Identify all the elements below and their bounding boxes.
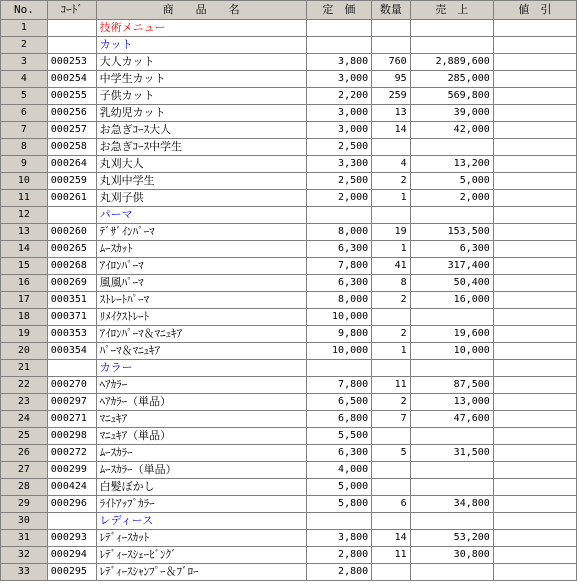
product-name-cell[interactable]: ﾏﾆｭｷｱ（単品） bbox=[96, 428, 306, 445]
code-cell[interactable]: 000268 bbox=[47, 258, 96, 275]
table-row bbox=[1, 547, 577, 564]
row-number-cell[interactable]: 12 bbox=[1, 207, 48, 224]
product-name-cell[interactable]: 中学生カット bbox=[96, 71, 306, 88]
quantity-cell[interactable] bbox=[372, 428, 410, 445]
code-cell[interactable]: 000354 bbox=[47, 343, 96, 360]
sales-cell[interactable]: 50,400 bbox=[410, 275, 493, 292]
code-cell[interactable]: 000256 bbox=[47, 105, 96, 122]
row-number-cell[interactable]: 1 bbox=[1, 20, 48, 37]
product-name-cell[interactable]: ｱｲﾛﾝﾊﾟｰﾏ＆ﾏﾆｭｷｱ bbox=[96, 326, 306, 343]
table-row bbox=[1, 224, 577, 241]
quantity-cell[interactable]: 6 bbox=[372, 496, 410, 513]
price-cell[interactable]: 2,000 bbox=[306, 190, 372, 207]
price-cell[interactable]: 8,000 bbox=[306, 224, 372, 241]
table-row bbox=[1, 156, 577, 173]
price-cell[interactable] bbox=[306, 360, 372, 377]
discount-cell[interactable] bbox=[493, 394, 576, 411]
row-number-cell[interactable]: 20 bbox=[1, 343, 48, 360]
header-quantity[interactable]: 数量 bbox=[372, 1, 410, 20]
price-cell[interactable]: 6,800 bbox=[306, 411, 372, 428]
price-cell[interactable]: 2,200 bbox=[306, 88, 372, 105]
sales-cell[interactable] bbox=[410, 20, 493, 37]
sales-cell[interactable] bbox=[410, 513, 493, 530]
sales-cell[interactable] bbox=[410, 428, 493, 445]
table-row bbox=[1, 71, 577, 88]
quantity-cell[interactable] bbox=[372, 479, 410, 496]
code-cell[interactable] bbox=[47, 513, 96, 530]
sales-cell[interactable]: 39,000 bbox=[410, 105, 493, 122]
code-cell[interactable]: 000371 bbox=[47, 309, 96, 326]
category-row bbox=[1, 37, 577, 54]
price-cell[interactable]: 3,000 bbox=[306, 122, 372, 139]
price-cell[interactable] bbox=[306, 37, 372, 54]
code-cell[interactable]: 000294 bbox=[47, 547, 96, 564]
price-cell[interactable]: 3,300 bbox=[306, 156, 372, 173]
code-cell[interactable]: 000353 bbox=[47, 326, 96, 343]
row-number-cell[interactable]: 15 bbox=[1, 258, 48, 275]
product-name-cell[interactable]: 大人カット bbox=[96, 54, 306, 71]
row-number-cell[interactable]: 7 bbox=[1, 122, 48, 139]
product-name-cell[interactable]: お急ぎｺｰｽ中学生 bbox=[96, 139, 306, 156]
quantity-cell[interactable] bbox=[372, 513, 410, 530]
quantity-cell[interactable]: 41 bbox=[372, 258, 410, 275]
code-cell[interactable]: 000297 bbox=[47, 394, 96, 411]
product-name-cell[interactable]: 乳幼児カット bbox=[96, 105, 306, 122]
sales-cell[interactable]: 10,000 bbox=[410, 343, 493, 360]
code-cell[interactable] bbox=[47, 20, 96, 37]
table-row bbox=[1, 105, 577, 122]
code-cell[interactable]: 000424 bbox=[47, 479, 96, 496]
row-number-cell[interactable]: 5 bbox=[1, 88, 48, 105]
discount-cell[interactable] bbox=[493, 241, 576, 258]
category-label[interactable]: カラー bbox=[96, 360, 306, 377]
discount-cell[interactable] bbox=[493, 139, 576, 156]
sales-cell[interactable]: 2,000 bbox=[410, 190, 493, 207]
table-row bbox=[1, 275, 577, 292]
header-code[interactable]: ｺｰﾄﾞ bbox=[47, 1, 96, 20]
category-label[interactable]: レディース bbox=[96, 513, 306, 530]
table-row bbox=[1, 394, 577, 411]
discount-cell[interactable] bbox=[493, 309, 576, 326]
sales-cell[interactable]: 153,500 bbox=[410, 224, 493, 241]
discount-cell[interactable] bbox=[493, 377, 576, 394]
row-number-cell[interactable]: 27 bbox=[1, 462, 48, 479]
header-discount[interactable]: 値 引 bbox=[493, 1, 576, 20]
price-cell[interactable]: 2,800 bbox=[306, 547, 372, 564]
sales-cell[interactable]: 34,800 bbox=[410, 496, 493, 513]
discount-cell[interactable] bbox=[493, 54, 576, 71]
price-cell[interactable]: 10,000 bbox=[306, 343, 372, 360]
quantity-cell[interactable]: 13 bbox=[372, 105, 410, 122]
quantity-cell[interactable]: 11 bbox=[372, 547, 410, 564]
product-name-cell[interactable]: 丸刈子供 bbox=[96, 190, 306, 207]
discount-cell[interactable] bbox=[493, 292, 576, 309]
row-number-cell[interactable]: 4 bbox=[1, 71, 48, 88]
discount-cell[interactable] bbox=[493, 122, 576, 139]
quantity-cell[interactable] bbox=[372, 462, 410, 479]
code-cell[interactable]: 000299 bbox=[47, 462, 96, 479]
price-cell[interactable]: 5,500 bbox=[306, 428, 372, 445]
product-name-cell[interactable]: ﾍｱｶﾗｰ（単品） bbox=[96, 394, 306, 411]
sales-cell[interactable]: 2,889,600 bbox=[410, 54, 493, 71]
price-cell[interactable]: 6,300 bbox=[306, 275, 372, 292]
quantity-cell[interactable] bbox=[372, 309, 410, 326]
price-cell[interactable]: 7,800 bbox=[306, 258, 372, 275]
discount-cell[interactable] bbox=[493, 547, 576, 564]
product-name-cell[interactable]: 白髪ぼかし bbox=[96, 479, 306, 496]
code-cell[interactable]: 000272 bbox=[47, 445, 96, 462]
row-number-cell[interactable]: 21 bbox=[1, 360, 48, 377]
quantity-cell[interactable]: 259 bbox=[372, 88, 410, 105]
code-cell[interactable]: 000298 bbox=[47, 428, 96, 445]
product-name-cell[interactable]: ﾊﾟｰﾏ＆ﾏﾆｭｷｱ bbox=[96, 343, 306, 360]
discount-cell[interactable] bbox=[493, 224, 576, 241]
row-number-cell[interactable]: 33 bbox=[1, 564, 48, 581]
sales-cell[interactable]: 87,500 bbox=[410, 377, 493, 394]
row-number-cell[interactable]: 30 bbox=[1, 513, 48, 530]
code-cell[interactable]: 000254 bbox=[47, 71, 96, 88]
sales-cell[interactable] bbox=[410, 37, 493, 54]
row-number-cell[interactable]: 18 bbox=[1, 309, 48, 326]
sales-cell[interactable]: 317,400 bbox=[410, 258, 493, 275]
product-name-cell[interactable]: ｽﾄﾚｰﾄﾊﾟｰﾏ bbox=[96, 292, 306, 309]
code-cell[interactable]: 000258 bbox=[47, 139, 96, 156]
discount-cell[interactable] bbox=[493, 207, 576, 224]
discount-cell[interactable] bbox=[493, 530, 576, 547]
table-row bbox=[1, 122, 577, 139]
price-cell[interactable]: 3,800 bbox=[306, 54, 372, 71]
quantity-cell[interactable] bbox=[372, 20, 410, 37]
category-row bbox=[1, 513, 577, 530]
code-cell[interactable]: 000351 bbox=[47, 292, 96, 309]
discount-cell[interactable] bbox=[493, 37, 576, 54]
price-cell[interactable]: 3,800 bbox=[306, 530, 372, 547]
price-cell[interactable]: 7,800 bbox=[306, 377, 372, 394]
row-number-cell[interactable]: 6 bbox=[1, 105, 48, 122]
table-row bbox=[1, 258, 577, 275]
code-cell[interactable]: 000259 bbox=[47, 173, 96, 190]
code-cell[interactable]: 000295 bbox=[47, 564, 96, 581]
sales-cell[interactable]: 5,000 bbox=[410, 173, 493, 190]
category-row bbox=[1, 20, 577, 37]
sales-cell[interactable]: 31,500 bbox=[410, 445, 493, 462]
quantity-cell[interactable]: 14 bbox=[372, 530, 410, 547]
price-cell[interactable]: 5,000 bbox=[306, 479, 372, 496]
discount-cell[interactable] bbox=[493, 258, 576, 275]
quantity-cell[interactable] bbox=[372, 139, 410, 156]
header-sales[interactable]: 売 上 bbox=[410, 1, 493, 20]
discount-cell[interactable] bbox=[493, 71, 576, 88]
sales-cell[interactable] bbox=[410, 564, 493, 581]
quantity-cell[interactable]: 1 bbox=[372, 343, 410, 360]
product-name-cell[interactable]: ﾑｰｽｶﾗｰ bbox=[96, 445, 306, 462]
sales-cell[interactable]: 6,300 bbox=[410, 241, 493, 258]
row-number-cell[interactable]: 23 bbox=[1, 394, 48, 411]
table-row bbox=[1, 190, 577, 207]
discount-cell[interactable] bbox=[493, 564, 576, 581]
discount-cell[interactable] bbox=[493, 190, 576, 207]
header-row bbox=[1, 1, 577, 20]
row-number-cell[interactable]: 28 bbox=[1, 479, 48, 496]
discount-cell[interactable] bbox=[493, 105, 576, 122]
sales-cell[interactable]: 16,000 bbox=[410, 292, 493, 309]
code-cell[interactable]: 000269 bbox=[47, 275, 96, 292]
product-name-cell[interactable]: 風風ﾊﾟｰﾏ bbox=[96, 275, 306, 292]
discount-cell[interactable] bbox=[493, 479, 576, 496]
product-name-cell[interactable]: ﾚﾃﾞｨｰｽｼｬﾝﾌﾟｰ＆ﾌﾞﾛｰ bbox=[96, 564, 306, 581]
table-row bbox=[1, 292, 577, 309]
code-cell[interactable]: 000261 bbox=[47, 190, 96, 207]
row-number-cell[interactable]: 24 bbox=[1, 411, 48, 428]
category-label[interactable]: カット bbox=[96, 37, 306, 54]
discount-cell[interactable] bbox=[493, 275, 576, 292]
discount-cell[interactable] bbox=[493, 326, 576, 343]
table-row bbox=[1, 173, 577, 190]
row-number-cell[interactable]: 10 bbox=[1, 173, 48, 190]
price-cell[interactable]: 4,000 bbox=[306, 462, 372, 479]
code-cell[interactable] bbox=[47, 37, 96, 54]
table-row bbox=[1, 462, 577, 479]
row-number-cell[interactable]: 22 bbox=[1, 377, 48, 394]
sales-cell[interactable] bbox=[410, 309, 493, 326]
row-number-cell[interactable]: 17 bbox=[1, 292, 48, 309]
product-name-cell[interactable]: ﾏﾆｭｷｱ bbox=[96, 411, 306, 428]
price-cell[interactable]: 2,500 bbox=[306, 139, 372, 156]
quantity-cell[interactable]: 760 bbox=[372, 54, 410, 71]
price-cell[interactable] bbox=[306, 20, 372, 37]
sales-cell[interactable]: 569,800 bbox=[410, 88, 493, 105]
table-row bbox=[1, 479, 577, 496]
quantity-cell[interactable] bbox=[372, 37, 410, 54]
code-cell[interactable]: 000257 bbox=[47, 122, 96, 139]
discount-cell[interactable] bbox=[493, 513, 576, 530]
row-number-cell[interactable]: 25 bbox=[1, 428, 48, 445]
discount-cell[interactable] bbox=[493, 156, 576, 173]
table-row bbox=[1, 54, 577, 71]
code-cell[interactable]: 000264 bbox=[47, 156, 96, 173]
price-cell[interactable] bbox=[306, 513, 372, 530]
header-price[interactable]: 定 価 bbox=[306, 1, 372, 20]
price-cell[interactable]: 3,000 bbox=[306, 71, 372, 88]
discount-cell[interactable] bbox=[493, 462, 576, 479]
sales-cell[interactable]: 42,000 bbox=[410, 122, 493, 139]
sales-cell[interactable] bbox=[410, 462, 493, 479]
price-cell[interactable]: 6,300 bbox=[306, 445, 372, 462]
sales-cell[interactable] bbox=[410, 360, 493, 377]
code-cell[interactable]: 000270 bbox=[47, 377, 96, 394]
code-cell[interactable]: 000265 bbox=[47, 241, 96, 258]
sales-cell[interactable]: 13,000 bbox=[410, 394, 493, 411]
product-name-cell[interactable]: ﾍｱｶﾗｰ bbox=[96, 377, 306, 394]
product-name-cell[interactable]: 子供カット bbox=[96, 88, 306, 105]
price-cell[interactable]: 10,000 bbox=[306, 309, 372, 326]
quantity-cell[interactable]: 11 bbox=[372, 377, 410, 394]
quantity-cell[interactable]: 1 bbox=[372, 241, 410, 258]
row-number-cell[interactable]: 8 bbox=[1, 139, 48, 156]
quantity-cell[interactable]: 2 bbox=[372, 326, 410, 343]
quantity-cell[interactable] bbox=[372, 564, 410, 581]
price-cell[interactable]: 2,800 bbox=[306, 564, 372, 581]
quantity-cell[interactable]: 95 bbox=[372, 71, 410, 88]
product-name-cell[interactable]: お急ぎｺｰｽ大人 bbox=[96, 122, 306, 139]
row-number-cell[interactable]: 3 bbox=[1, 54, 48, 71]
product-name-cell[interactable]: ﾃﾞｻﾞｲﾝﾊﾟｰﾏ bbox=[96, 224, 306, 241]
category-label[interactable]: 技術メニュー bbox=[96, 20, 306, 37]
quantity-cell[interactable]: 2 bbox=[372, 292, 410, 309]
price-cell[interactable]: 5,800 bbox=[306, 496, 372, 513]
price-cell[interactable]: 2,500 bbox=[306, 173, 372, 190]
price-cell[interactable]: 8,000 bbox=[306, 292, 372, 309]
sales-cell[interactable]: 285,000 bbox=[410, 71, 493, 88]
code-cell[interactable]: 000296 bbox=[47, 496, 96, 513]
row-number-cell[interactable]: 31 bbox=[1, 530, 48, 547]
table-row bbox=[1, 343, 577, 360]
sales-cell[interactable]: 13,200 bbox=[410, 156, 493, 173]
quantity-cell[interactable] bbox=[372, 360, 410, 377]
code-cell[interactable]: 000253 bbox=[47, 54, 96, 71]
table-row bbox=[1, 564, 577, 581]
row-number-cell[interactable]: 32 bbox=[1, 547, 48, 564]
sales-cell[interactable]: 47,600 bbox=[410, 411, 493, 428]
table-row bbox=[1, 411, 577, 428]
discount-cell[interactable] bbox=[493, 20, 576, 37]
code-cell[interactable]: 000255 bbox=[47, 88, 96, 105]
category-row bbox=[1, 360, 577, 377]
discount-cell[interactable] bbox=[493, 428, 576, 445]
product-name-cell[interactable]: 丸刈大人 bbox=[96, 156, 306, 173]
sales-cell[interactable]: 30,800 bbox=[410, 547, 493, 564]
quantity-cell[interactable] bbox=[372, 207, 410, 224]
product-name-cell[interactable]: ﾗｲﾄｱｯﾌﾟｶﾗｰ bbox=[96, 496, 306, 513]
row-number-cell[interactable]: 16 bbox=[1, 275, 48, 292]
header-no[interactable]: No. bbox=[1, 1, 48, 20]
product-name-cell[interactable]: ｱｲﾛﾝﾊﾟｰﾏ bbox=[96, 258, 306, 275]
sales-cell[interactable] bbox=[410, 139, 493, 156]
price-cell[interactable]: 6,500 bbox=[306, 394, 372, 411]
category-label[interactable]: パーマ bbox=[96, 207, 306, 224]
price-cell[interactable]: 6,300 bbox=[306, 241, 372, 258]
row-number-cell[interactable]: 19 bbox=[1, 326, 48, 343]
sales-cell[interactable]: 53,200 bbox=[410, 530, 493, 547]
sales-cell[interactable] bbox=[410, 479, 493, 496]
price-cell[interactable] bbox=[306, 207, 372, 224]
quantity-cell[interactable]: 2 bbox=[372, 394, 410, 411]
row-number-cell[interactable]: 29 bbox=[1, 496, 48, 513]
discount-cell[interactable] bbox=[493, 445, 576, 462]
table-row bbox=[1, 309, 577, 326]
price-cell[interactable]: 3,000 bbox=[306, 105, 372, 122]
discount-cell[interactable] bbox=[493, 411, 576, 428]
quantity-cell[interactable]: 4 bbox=[372, 156, 410, 173]
table-row bbox=[1, 496, 577, 513]
quantity-cell[interactable]: 8 bbox=[372, 275, 410, 292]
quantity-cell[interactable]: 14 bbox=[372, 122, 410, 139]
row-number-cell[interactable]: 2 bbox=[1, 37, 48, 54]
row-number-cell[interactable]: 14 bbox=[1, 241, 48, 258]
table-row bbox=[1, 428, 577, 445]
code-cell[interactable] bbox=[47, 360, 96, 377]
product-name-cell[interactable]: ﾚﾃﾞｨｰｽｶｯﾄ bbox=[96, 530, 306, 547]
quantity-cell[interactable]: 2 bbox=[372, 173, 410, 190]
row-number-cell[interactable]: 11 bbox=[1, 190, 48, 207]
table-row bbox=[1, 530, 577, 547]
table-row bbox=[1, 326, 577, 343]
product-name-cell[interactable]: ﾘﾒｲｸｽﾄﾚｰﾄ bbox=[96, 309, 306, 326]
code-cell[interactable]: 000260 bbox=[47, 224, 96, 241]
quantity-cell[interactable]: 19 bbox=[372, 224, 410, 241]
discount-cell[interactable] bbox=[493, 88, 576, 105]
table-row bbox=[1, 241, 577, 258]
discount-cell[interactable] bbox=[493, 343, 576, 360]
table-row bbox=[1, 377, 577, 394]
code-cell[interactable] bbox=[47, 207, 96, 224]
price-cell[interactable]: 9,800 bbox=[306, 326, 372, 343]
quantity-cell[interactable]: 1 bbox=[372, 190, 410, 207]
discount-cell[interactable] bbox=[493, 496, 576, 513]
row-number-cell[interactable]: 13 bbox=[1, 224, 48, 241]
code-cell[interactable]: 000271 bbox=[47, 411, 96, 428]
discount-cell[interactable] bbox=[493, 173, 576, 190]
product-name-cell[interactable]: 丸刈中学生 bbox=[96, 173, 306, 190]
sales-cell[interactable] bbox=[410, 207, 493, 224]
product-name-cell[interactable]: ﾚﾃﾞｨｰｽｼｪｰﾋﾞﾝｸﾞ bbox=[96, 547, 306, 564]
table-row bbox=[1, 88, 577, 105]
sales-cell[interactable]: 19,600 bbox=[410, 326, 493, 343]
discount-cell[interactable] bbox=[493, 360, 576, 377]
header-product-name[interactable]: 商 品 名 bbox=[96, 1, 306, 20]
category-row bbox=[1, 207, 577, 224]
product-name-cell[interactable]: ﾑｰｽｶﾗｰ（単品） bbox=[96, 462, 306, 479]
row-number-cell[interactable]: 26 bbox=[1, 445, 48, 462]
product-name-cell[interactable]: ﾑｰｽｶｯﾄ bbox=[96, 241, 306, 258]
code-cell[interactable]: 000293 bbox=[47, 530, 96, 547]
table-row bbox=[1, 139, 577, 156]
row-number-cell[interactable]: 9 bbox=[1, 156, 48, 173]
quantity-cell[interactable]: 7 bbox=[372, 411, 410, 428]
quantity-cell[interactable]: 5 bbox=[372, 445, 410, 462]
table-row bbox=[1, 445, 577, 462]
